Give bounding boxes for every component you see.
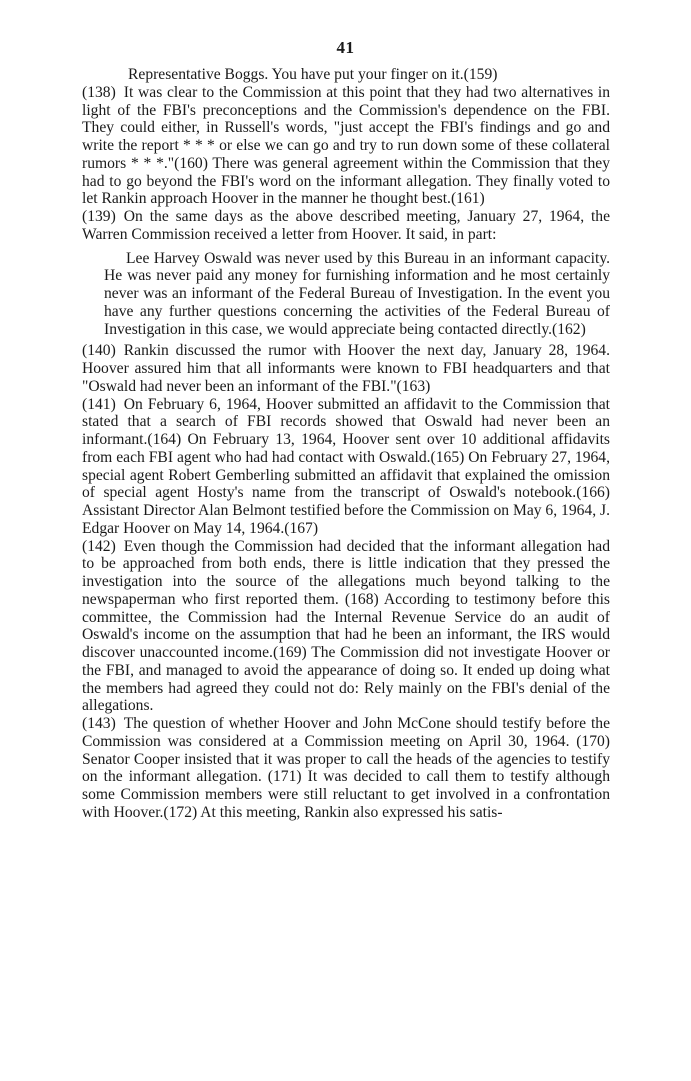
- page-number: 41: [336, 38, 355, 57]
- paragraph-number: (141): [82, 395, 116, 413]
- paragraph-text: On the same days as the above described meeting, January 27, 1964, the Warren Commission received a letter from Hoover. It said, in part:: [82, 208, 610, 243]
- paragraph-number: (143): [82, 715, 116, 732]
- paragraph-142: [82, 538, 610, 716]
- paragraph-text: The question of whether Hoover and John McCone should testify before the Commission was considered at a Commission meeting on April 30, 1964. (170) Senator Cooper insisted that it was proper to call the heads of the agencies to testify on the informant allegation. (171) It was decided to call them to testify although some Commission members were still reluctant to get involved in a confrontation with Hoover.(172) At this meeting, Rankin also expressed his satis-: [82, 715, 610, 821]
- paragraph-143: [82, 715, 610, 822]
- paragraph-text: On February 6, 1964, Hoover submitted an affidavit to the Commission that stated that a search of FBI records showed that Oswald had never been an informant.(164) On February 13, 1964, Hoover sent over 10 additional affidavits from each FBI agent who had had contact with Oswald.(165) On February 27, 1964, special agent Robert Gemberling submitted an affidavit that explained the omission of special agent Hosty's name from the transcript of Oswald's notebook.(166) Assistant Director Alan Belmont testified before the Commission on May 6, 1964, J. Edgar Hoover on May 14, 1964.(167): [82, 395, 610, 537]
- paragraph-number: (142): [82, 537, 116, 555]
- paragraph-text: Even though the Commission had decided that the informant allegation had to be approached from both ends, there is little indication that they pressed the investigation into the source of the allegations much beyond talking to the newspaperman who first reported them. (168) According to testimony before this committee, the Commission had the Internal Revenue Service do an audit of Oswald's income on the assumption that had he been an informant, the IRS would discover unaccounted income.(169) The Commission did not investigate Hoover or the FBI, and managed to avoid the appearance of doing so. It ended up doing what the members had agreed they could not do: Rely mainly on the FBI's denial of the allegations.: [82, 537, 610, 715]
- paragraph-138: [82, 84, 610, 208]
- paragraph-number: (140): [82, 342, 116, 360]
- paragraph-140: [82, 342, 610, 395]
- paragraph-boggs: Representative Boggs. You have put your finger on it.(159): [128, 66, 498, 83]
- paragraph-text: Rankin discussed the rumor with Hoover the next day, January 28, 1964. Hoover assured him that all informants were known to FBI headquarters and that "Oswald had never been an informant of the FBI."(163): [82, 342, 610, 395]
- paragraph-number: (139): [82, 208, 116, 225]
- paragraph-141: [82, 396, 610, 538]
- body-text: [82, 66, 610, 822]
- block-quote: Lee Harvey Oswald was never used by this Bureau in an informant capacity. He was never paid any money for furnishing information and he most certainly never was an informant of the Federal Bureau of Investigation. In the event you have any further questions concerning the activities of the Federal Bureau of Investigation in this case, we would appreciate being contacted directly.(162): [104, 249, 610, 338]
- paragraph-number: (138): [82, 83, 116, 101]
- paragraph-139: [82, 208, 610, 244]
- paragraph-text: It was clear to the Commission at this point that they had two alternatives in light of the FBI's preconceptions and the Commission's dependence on the FBI. They could either, in Russell's words, "just accept the FBI's findings and go and write the report * * * or else we can go and try to run down some of these collateral rumors * * *."(160) There was general agreement within the Commission that they had to go beyond the FBI's word on the informant allegation. They finally voted to let Rankin approach Hoover in the manner he thought best.(161): [82, 83, 610, 208]
